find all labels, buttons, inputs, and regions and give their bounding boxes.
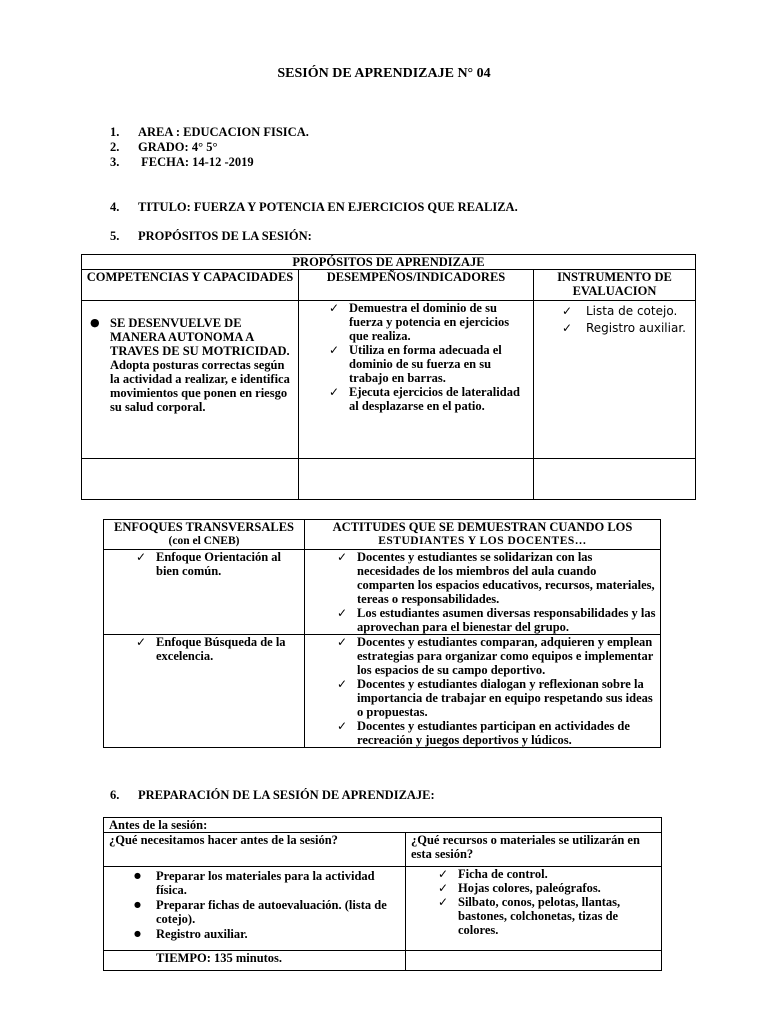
bullet-icon: ● — [134, 929, 141, 938]
enfoque-cell — [104, 550, 305, 635]
actitudes-cell — [305, 550, 661, 635]
check-icon: ✓ — [438, 881, 449, 895]
actitudes-cell — [305, 635, 661, 748]
empty-cell — [406, 951, 662, 971]
header-enfoques: ENFOQUES TRANSVERSALES (con el CNEB) — [104, 520, 305, 550]
enfoque-cell — [104, 635, 305, 748]
capacidad-text: Adopta posturas correctas según la actividad a realizar, e identifica movimientos que ponen en riesgo su salud corporal. — [110, 358, 290, 414]
section-propositos: 5. PROPÓSITOS DE LA SESIÓN: — [110, 229, 312, 243]
header-competencias: COMPETENCIAS Y CAPACIDADES — [82, 270, 299, 301]
enfoques-table — [103, 519, 661, 748]
check-icon: ✓ — [438, 895, 449, 909]
info-fecha: 3. FECHA: 14-12 -2019 — [110, 155, 254, 169]
resource-item: ✓ Hojas colores, paleógrafos. — [438, 881, 601, 895]
resources-cell — [406, 867, 662, 951]
question-recursos: ¿Qué recursos o materiales se utilizarán en esta sesión? — [406, 833, 662, 867]
propositos-caption: PROPÓSITOS DE APRENDIZAJE — [82, 255, 696, 270]
section-preparacion: 6. PREPARACIÓN DE LA SESIÓN DE APRENDIZAJE: — [110, 788, 435, 802]
resource-item: ✓ Silbato, conos, pelotas, llantas, bastones, colchonetas, tizas de colores. — [438, 895, 621, 937]
bullet-icon: ● — [134, 900, 141, 909]
info-grado: 2. GRADO: 4° 5° — [110, 140, 218, 154]
instrumentos-cell — [534, 301, 696, 459]
check-icon: ✓ — [562, 304, 573, 318]
time-cell: TIEMPO: 135 minutos. — [104, 951, 406, 971]
propositos-table — [81, 254, 696, 500]
desempeno-item: ✓ Ejecuta ejercicios de lateralidad al desplazarse en el patio. — [329, 385, 520, 413]
instrumento-item: ✓ Lista de cotejo. — [562, 304, 678, 318]
check-icon: ✓ — [337, 677, 348, 691]
desempeno-item: ✓ Utiliza en forma adecuada el dominio de su fuerza en su trabajo en barras. — [329, 343, 502, 385]
check-icon: ✓ — [329, 343, 340, 357]
enfoque-item: ✓ Enfoque Orientación al bien común. — [136, 550, 282, 578]
check-icon: ✓ — [329, 385, 340, 399]
check-icon: ✓ — [337, 719, 348, 733]
bullet-icon: ● — [90, 316, 100, 329]
task-item: ● Preparar fichas de autoevaluación. (lista de cotejo). — [134, 898, 387, 926]
header-actitudes: ACTITUDES QUE SE DEMUESTRAN CUANDO LOS ESTUDIANTES Y LOS DOCENTES… — [305, 520, 661, 550]
check-icon: ✓ — [337, 635, 348, 649]
general-info-list — [110, 125, 309, 170]
header-instrumento: INSTRUMENTO DE EVALUACION — [534, 270, 696, 301]
task-item: ● Preparar los materiales para la actividad física. — [134, 869, 375, 897]
antes-caption: Antes de la sesión: — [104, 818, 662, 833]
instrumento-item: ✓ Registro auxiliar. — [562, 321, 686, 335]
preparacion-table — [103, 817, 662, 971]
info-area: 1. AREA : EDUCACION FISICA. — [110, 125, 309, 139]
enfoque-item: ✓ Enfoque Búsqueda de la excelencia. — [136, 635, 286, 663]
tasks-cell — [104, 867, 406, 951]
competencia-cell — [82, 301, 299, 459]
empty-cell — [82, 459, 299, 500]
question-hacer: ¿Qué necesitamos hacer antes de la sesión? — [104, 833, 406, 867]
resource-item: ✓ Ficha de control. — [438, 867, 548, 881]
bullet-icon: ● — [134, 871, 141, 880]
check-icon: ✓ — [562, 321, 573, 335]
check-icon: ✓ — [136, 550, 147, 564]
section-titulo: 4. TITULO: FUERZA Y POTENCIA EN EJERCICIOS QUE REALIZA. — [110, 200, 518, 214]
check-icon: ✓ — [337, 550, 348, 564]
actitud-item: ✓ Docentes y estudiantes comparan, adquieren y emplean estrategias para organizar como equipos e implementar los espacios de su campo deportivo. — [337, 635, 654, 677]
check-icon: ✓ — [438, 867, 449, 881]
header-desempenos: DESEMPEÑOS/INDICADORES — [299, 270, 534, 301]
actitud-item: ✓ Docentes y estudiantes se solidarizan con las necesidades de los miembros del aula cuando comparten los espacios educativos, recursos, materiales, tereas o responsabilidades. — [337, 550, 655, 606]
empty-cell — [299, 459, 534, 500]
task-item: ● Registro auxiliar. — [134, 927, 248, 941]
competencia-item — [82, 316, 294, 414]
competencia-text: SE DESENVUELVE DE MANERA AUTONOMA A TRAVES DE SU MOTRICIDAD. — [110, 316, 290, 358]
empty-cell — [534, 459, 696, 500]
page-title: SESIÓN DE APRENDIZAJE N° 04 — [277, 66, 491, 81]
desempenos-cell — [299, 301, 534, 459]
check-icon: ✓ — [337, 606, 348, 620]
actitud-item: ✓ Docentes y estudiantes dialogan y reflexionan sobre la importancia de trabajar en equipo respetando sus ideas o propuestas. — [337, 677, 653, 719]
check-icon: ✓ — [136, 635, 147, 649]
actitud-item: ✓ Los estudiantes asumen diversas responsabilidades y las aprovechan para el bienestar del grupo. — [337, 606, 656, 634]
actitud-item: ✓ Docentes y estudiantes participan en actividades de recreación y juegos deportivos y lúdicos. — [337, 719, 630, 747]
desempeno-item: ✓ Demuestra el dominio de su fuerza y potencia en ejercicios que realiza. — [329, 301, 510, 343]
check-icon: ✓ — [329, 301, 340, 315]
